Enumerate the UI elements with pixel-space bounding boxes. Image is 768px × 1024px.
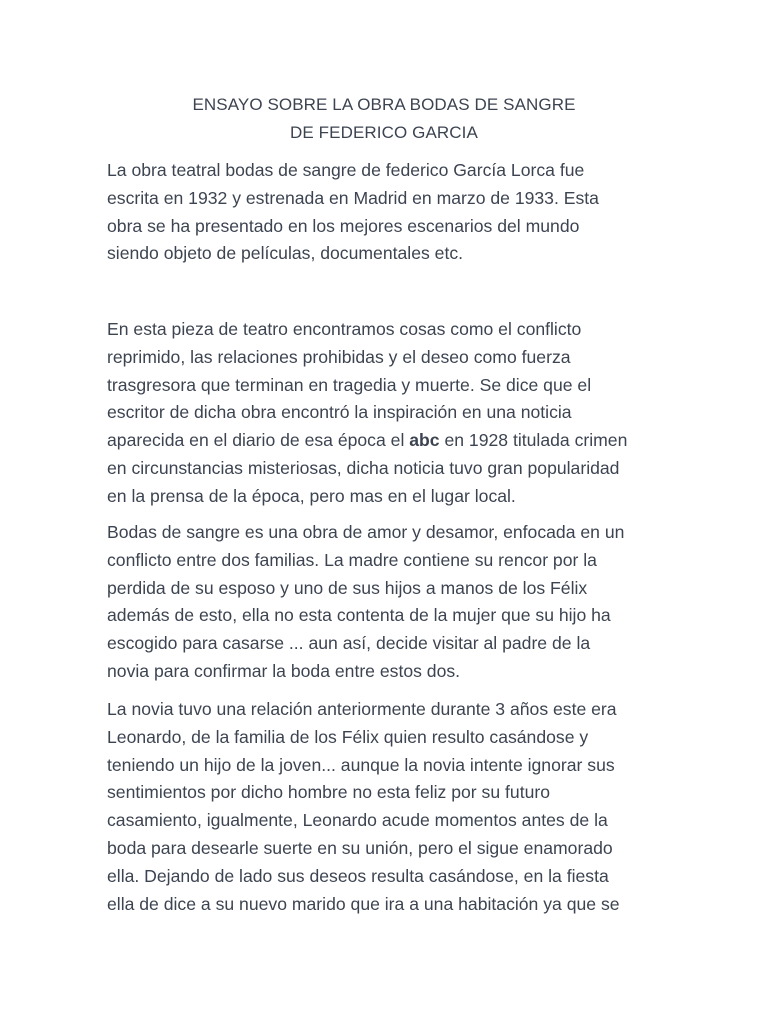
paragraph-line: Bodas de sangre es una obra de amor y desamor, enfocada en un: [107, 522, 625, 542]
paragraph-line: boda para desearle suerte en su unión, pero el sigue enamorado: [107, 837, 613, 858]
paragraph-line-with-bold: [107, 427, 677, 455]
paragraph-line: Leonardo, de la familia de los Félix quien resulto casándose y: [107, 726, 589, 747]
paragraph-conflict: [107, 519, 677, 686]
paragraph-line: casamiento, igualmente, Leonardo acude momentos antes de la: [107, 810, 608, 831]
paragraph-line: conflicto entre dos familias. La madre contiene su rencor por la: [107, 549, 597, 570]
paragraph-line: escogido para casarse ... aun así, decide visitar al padre de la: [107, 633, 591, 654]
paragraph-line: En esta pieza de teatro encontramos cosas como el conflicto: [107, 319, 582, 339]
paragraph-line: trasgresora que terminan en tragedia y muerte. Se dice que el: [107, 374, 592, 395]
paragraph-line: perdida de su esposo y uno de sus hijos a manos de los Félix: [107, 577, 588, 598]
paragraph-inspiration: [107, 316, 677, 511]
paragraph-line: teniendo un hijo de la joven... aunque la novia intente ignorar sus: [107, 754, 615, 775]
paragraph-line: además de esto, ella no esta contenta de la mujer que su hijo ha: [107, 605, 611, 626]
paragraph-line: en la prensa de la época, pero mas en el lugar local.: [107, 485, 516, 506]
paragraph-leonardo: [107, 696, 677, 918]
document-title-line-1: ENSAYO SOBRE LA OBRA BODAS DE SANGRE: [192, 95, 576, 114]
paragraph-line: escrita en 1932 y estrenada en Madrid en marzo de 1933. Esta: [107, 187, 599, 208]
paragraph-line: en circunstancias misteriosas, dicha noticia tuvo gran popularidad: [107, 457, 620, 478]
paragraph-line: escritor de dicha obra encontró la inspiración en una noticia: [107, 402, 572, 423]
paragraph-line: ella de dice a su nuevo marido que ira a una habitación ya que se: [107, 893, 620, 914]
paragraph-intro: [107, 157, 677, 268]
paragraph-line: La novia tuvo una relación anteriormente durante 3 años este era: [107, 699, 617, 719]
paragraph-line: novia para confirmar la boda entre estos dos.: [107, 660, 461, 681]
paragraph-line: reprimido, las relaciones prohibidas y el deseo como fuerza: [107, 346, 571, 367]
document-title-line-2: DE FEDERICO GARCIA: [290, 123, 478, 142]
paragraph-line: siendo objeto de películas, documentales etc.: [107, 243, 464, 264]
paragraph-line: La obra teatral bodas de sangre de federico García Lorca fue: [107, 160, 585, 180]
line-text-after: en 1928 titulada crimen: [439, 430, 628, 451]
paragraph-line: sentimientos por dicho hombre no esta feliz por su futuro: [107, 782, 551, 803]
paragraph-line: obra se ha presentado en los mejores escenarios del mundo: [107, 215, 580, 236]
newspaper-name: abc: [409, 430, 440, 451]
paragraph-line: ella. Dejando de lado sus deseos resulta casándose, en la fiesta: [107, 865, 609, 886]
line-text-before: aparecida en el diario de esa época el: [107, 430, 410, 451]
